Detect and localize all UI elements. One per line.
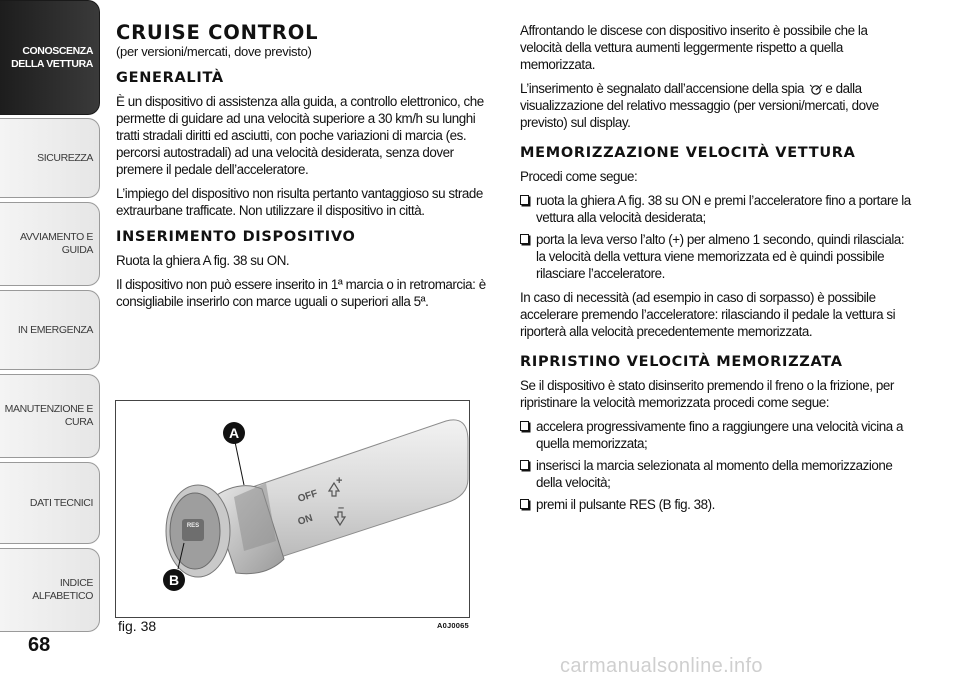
figure-cruise-lever	[115, 400, 470, 618]
minus-label: –	[338, 502, 345, 514]
section-heading-generalita: GENERALITÀ	[116, 70, 224, 86]
checkbox-bullet-icon	[520, 234, 529, 244]
list-item	[520, 496, 912, 513]
page-title: CRUISE CONTROL	[116, 21, 319, 44]
paragraph-warning-light	[520, 80, 912, 131]
paragraph: Affrontando le discese con dispositivo inserito è possibile che la velocità della vettura aumenti leggermente rispetto a quella memorizzata.	[520, 23, 868, 72]
paragraph: Procedi come segue:	[520, 169, 638, 184]
cruise-warning-light-icon	[809, 83, 823, 95]
right-column	[520, 22, 912, 520]
paragraph-text: L’inserimento è segnalato dall’accensione della spia	[520, 81, 805, 96]
chapter-sidebar	[0, 0, 100, 686]
section-heading-ripristino: RIPRISTINO VELOCITÀ MEMORIZZATA	[520, 354, 843, 370]
section-heading-inserimento: INSERIMENTO DISPOSITIVO	[116, 229, 356, 245]
paragraph: Se il dispositivo è stato disinserito premendo il freno o la frizione, per ripristinare la velocità memorizzata procedi come segue:	[520, 378, 894, 410]
sidebar-tab-label: AVVIAMENTO E GUIDA	[20, 231, 93, 256]
list-item	[520, 192, 912, 226]
on-position-label: ON	[296, 512, 315, 528]
page-subtitle: (per versioni/mercati, dove previsto)	[116, 44, 312, 59]
figure-code: A0J0065	[437, 621, 469, 630]
sidebar-tab-avviamento[interactable]	[0, 202, 100, 286]
sidebar-tab-label: MANUTENZIONE E CURA	[4, 403, 93, 428]
checkbox-bullet-icon	[520, 195, 529, 205]
sidebar-tab-label: DATI TECNICI	[29, 496, 93, 509]
checkbox-bullet-icon	[520, 421, 529, 431]
page-number: 68	[28, 634, 51, 656]
paragraph-text: e dalla visualizzazione del relativo messaggio (per versioni/mercati, dove previsto) sul display.	[520, 81, 879, 130]
paragraph: L’impiego del dispositivo non risulta pertanto vantaggioso su strade extraurbane trafficate. Non utilizzare il dispositivo in città.	[116, 186, 483, 218]
sidebar-tab-label: INDICE ALFABETICO	[32, 577, 93, 602]
section-heading-memorizzazione: MEMORIZZAZIONE VELOCITÀ VETTURA	[520, 145, 856, 161]
paragraph: Il dispositivo non può essere inserito in 1ª marcia o in retromarcia: è consigliabile inserirlo con marce uguali o superiori alla 5ª.	[116, 277, 486, 309]
left-column	[116, 22, 500, 317]
sidebar-tab-conoscenza[interactable]	[0, 0, 100, 115]
res-button-label: RES	[186, 523, 200, 529]
sidebar-tab-label: IN EMERGENZA	[17, 323, 93, 336]
callout-b-label: B	[168, 572, 180, 588]
checkbox-bullet-icon	[520, 460, 529, 470]
callout-a-label: A	[228, 425, 240, 441]
sidebar-tab-sicurezza[interactable]	[0, 118, 100, 198]
step-list	[520, 418, 912, 513]
watermark: carmanualsonline.info	[560, 655, 763, 677]
off-position-label: OFF	[296, 488, 319, 505]
step-list	[520, 192, 912, 282]
list-item-text: accelera progressivamente fino a raggiungere una velocità vicina a quella memorizzata;	[536, 419, 904, 451]
sidebar-tab-indice[interactable]	[0, 548, 100, 632]
paragraph: Ruota la ghiera A fig. 38 su ON.	[116, 253, 290, 268]
list-item	[520, 231, 912, 282]
sidebar-tab-dati-tecnici[interactable]	[0, 462, 100, 544]
sidebar-tab-manutenzione[interactable]	[0, 374, 100, 458]
sidebar-tab-label: CONOSCENZA DELLA VETTURA	[11, 44, 93, 70]
sidebar-tab-label: SICUREZZA	[37, 151, 93, 164]
list-item-text: premi il pulsante RES (B fig. 38).	[536, 497, 715, 512]
sidebar-tab-emergenza[interactable]	[0, 290, 100, 370]
list-item	[520, 457, 912, 491]
cruise-control-lever-illustration	[116, 401, 469, 617]
paragraph: È un dispositivo di assistenza alla guida, a controllo elettronico, che permette di guidare ad una velocità superiore a 30 km/h su lunghi tratti stradali diritti ed asciutti, con poche variazioni di marcia (es. percorsi autostradali) ad una velocità desiderata, senza dover premere il pedale dell’acceleratore.	[116, 94, 484, 177]
list-item-text: ruota la ghiera A fig. 38 su ON e premi l’acceleratore fino a portare la vettura alla velocità desiderata;	[536, 193, 911, 225]
checkbox-bullet-icon	[520, 499, 529, 509]
list-item-text: inserisci la marcia selezionata al momento della memorizzazione della velocità;	[536, 458, 893, 490]
plus-label: +	[336, 475, 343, 487]
list-item	[520, 418, 912, 452]
figure-caption: fig. 38	[118, 618, 157, 634]
paragraph: In caso di necessità (ad esempio in caso di sorpasso) è possibile accelerare premendo l’acceleratore: rilasciando il pedale la vettura si riporterà alla velocità precedentemente memorizzata.	[520, 290, 896, 339]
list-item-text: porta la leva verso l’alto (+) per almeno 1 secondo, quindi rilasciala: la velocità della vettura viene memorizzata ed è quindi possibile rilasciare l’acceleratore.	[536, 232, 905, 281]
